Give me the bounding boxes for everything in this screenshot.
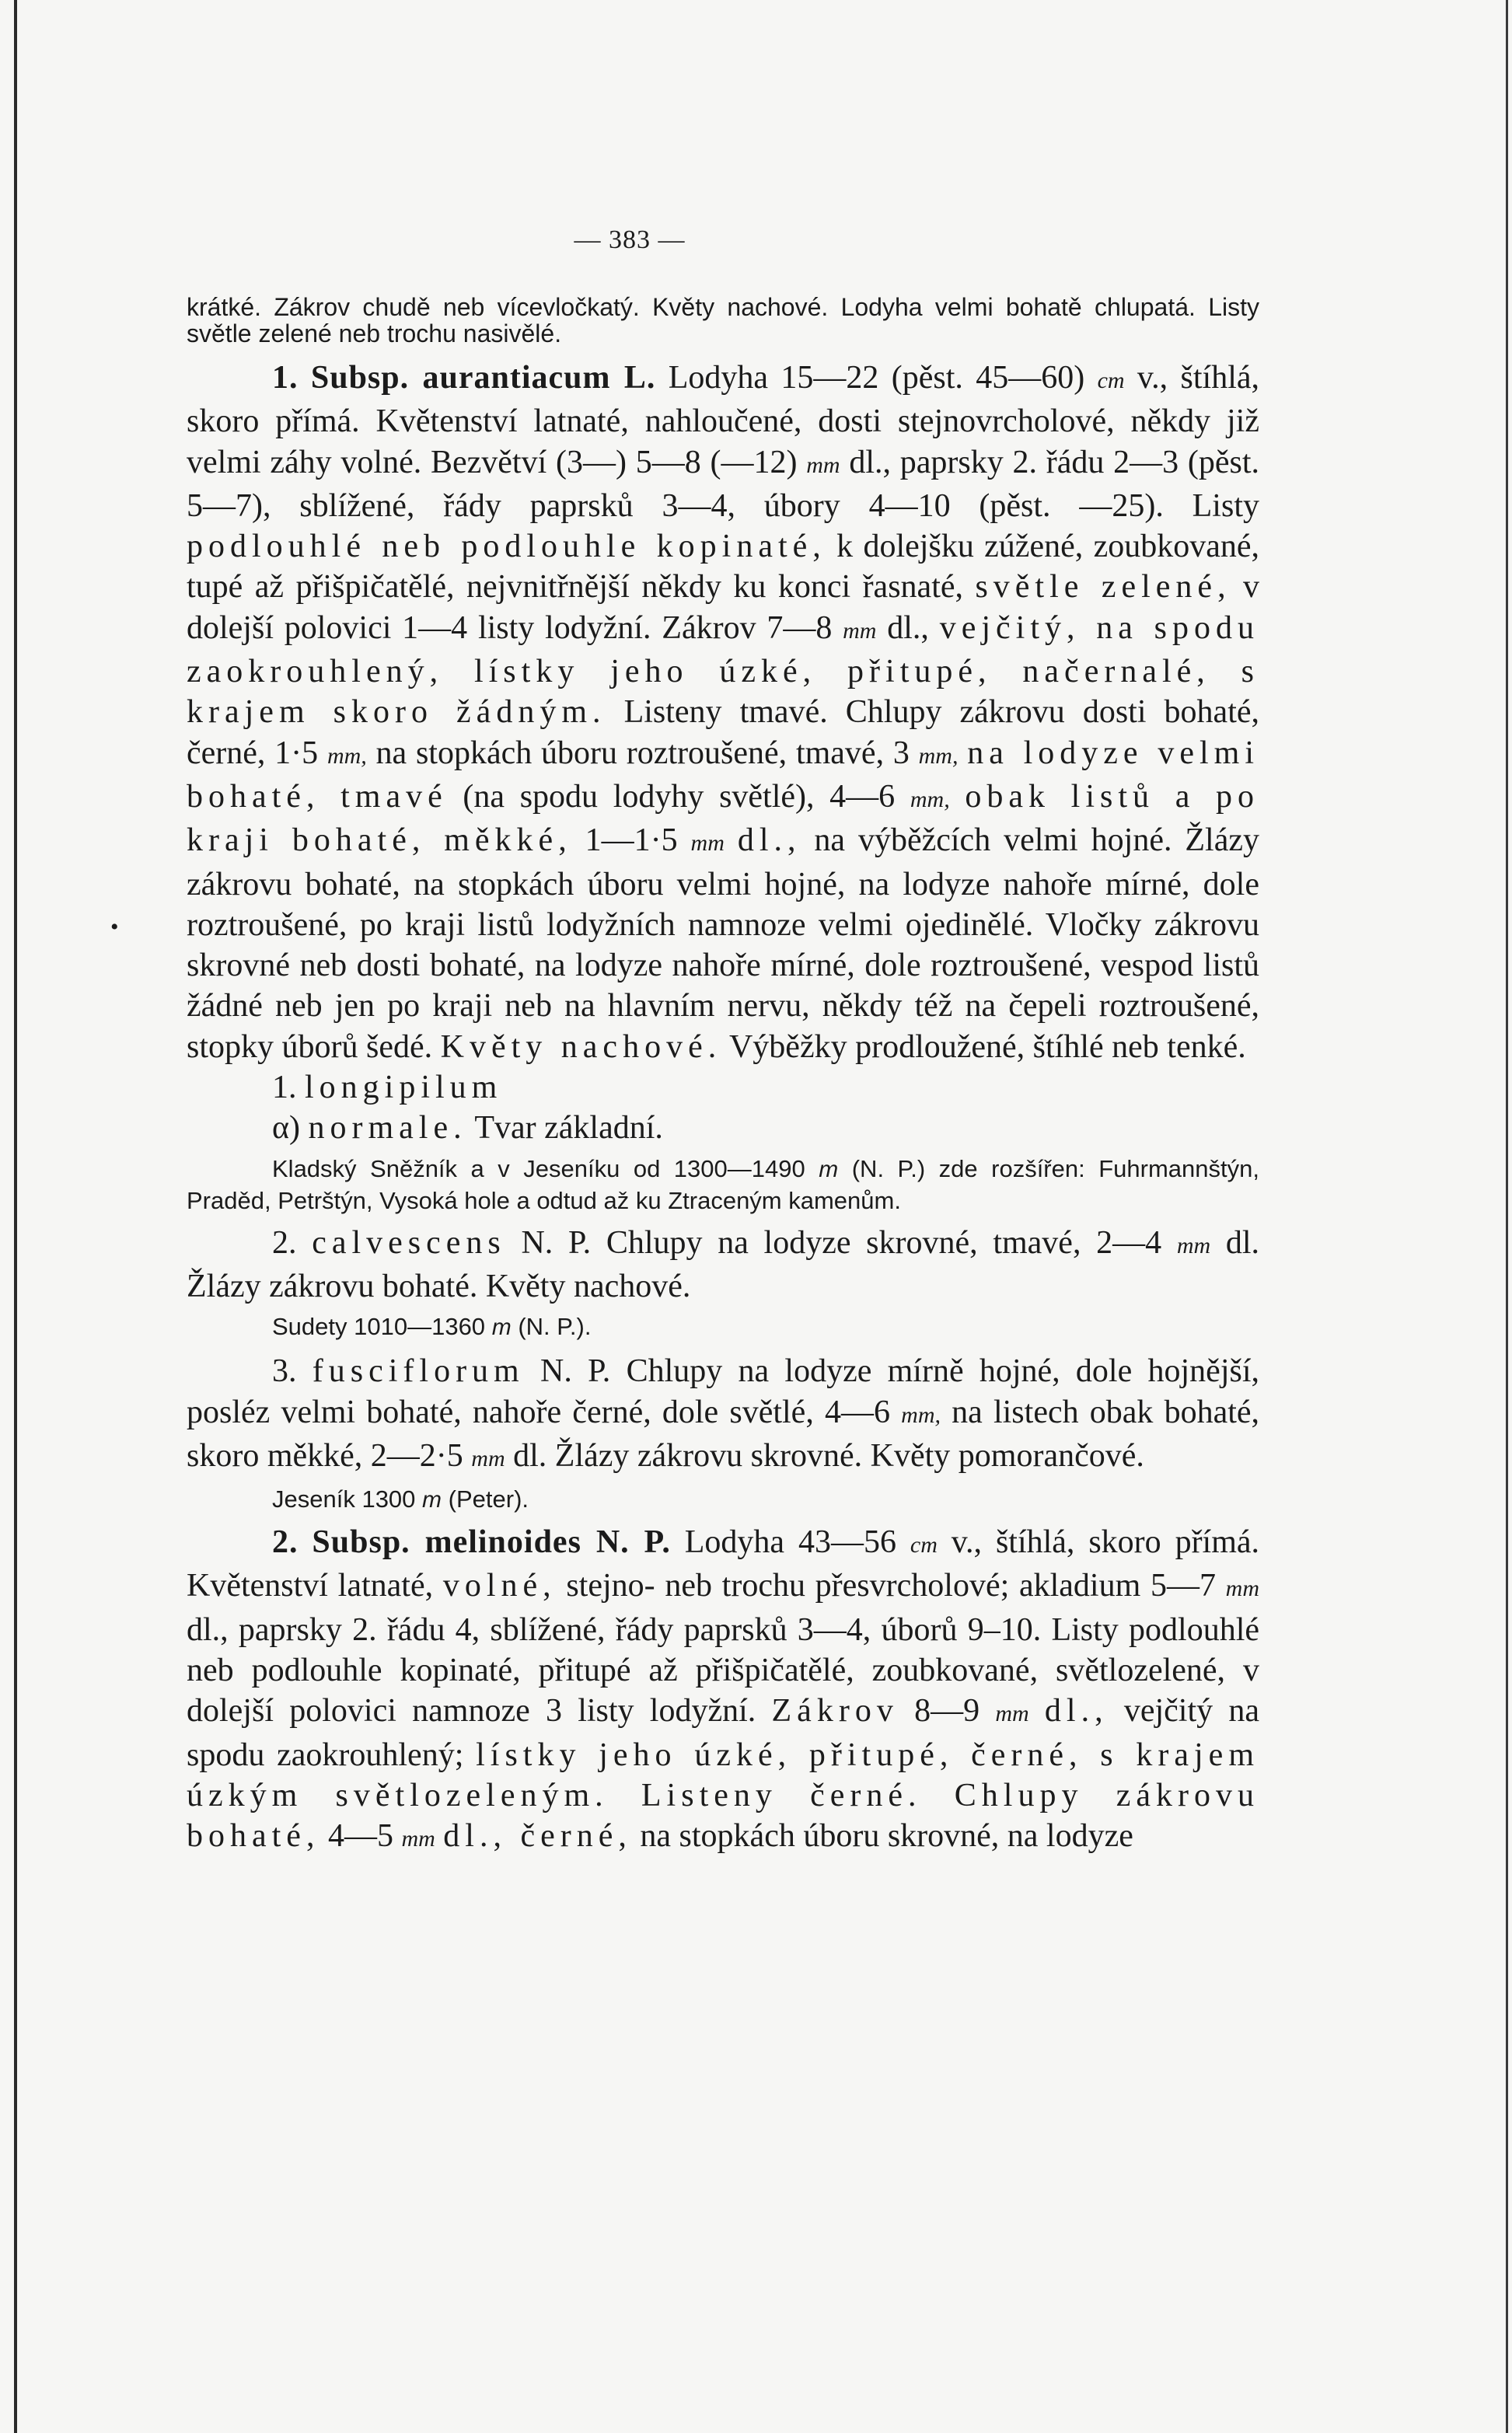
text-run: Chlupy na lodyze mírně hojné, dole hojnější, posléz velmi bohaté, nahoře černé, dole světlé, 4—6 [187,1353,1260,1430]
unit: cm [910,1532,938,1559]
text-run: 8—9 [914,1693,980,1730]
text-run: dl. Žlázy zákrovu bohaté. Květy nachové. [187,1224,1260,1304]
unit: mm [1176,1232,1211,1258]
text-run: 1—1·5 [585,822,678,859]
unit: m [422,1487,442,1513]
spaced-text: na lodyze velmi bohaté, tmavé [187,735,1259,815]
variety-name: calvescens [312,1224,506,1261]
variety-fusciflorum-paragraph [187,1351,1259,1479]
subsp-number: 2. [272,1524,299,1561]
text-run: dl., paprsky 2. řádu 2—3 (pěst. 5—7), sblížené, řády paprsků 3—4, úbory 4—10 (pěst. —25). Listy [187,444,1260,524]
spaced-text: dl., [737,822,801,859]
form-label: α) [272,1110,300,1147]
text-run: Lodyha 15—22 (pěst. 45—60) [668,360,1085,396]
variety-label: 3. [272,1353,297,1390]
text-run: vejčitý na spodu zaokrouhlený; [187,1693,1260,1773]
locality-calvescens [187,1311,1259,1343]
form-name: normale. [308,1110,467,1147]
locality-text: (Peter). [448,1485,529,1513]
text-run: Lodyha 43—56 [684,1524,896,1561]
text-run: na stopkách úboru skrovné, na lodyze [640,1818,1133,1855]
unit: mm, [910,786,950,812]
text-run: dl., [887,609,929,646]
spaced-text: dl., černé, [443,1818,632,1855]
locality-longipilum [187,1154,1259,1216]
text-run: v., štíhlá, skoro přímá. Květenství latnaté, [187,1524,1260,1604]
text-run: Výběžky prodloužené, štíhlé neb tenké. [728,1028,1246,1065]
locality-text: (N. P.). [518,1313,592,1341]
spaced-text: podlouhlé neb podlouhle kopinaté, [187,529,826,565]
form-normale-line [187,1108,1259,1148]
variety-label: 1. [272,1070,297,1106]
variety-name: fusciflorum [312,1353,525,1390]
text-run: v., štíhlá, skoro přímá. Květenství latnaté, nahloučené, dosti stejnovrcholové, někdy již velmi záhy volné. Bezvětví (3—) 5—8 (—12) [187,360,1260,480]
text-run: na stopkách úboru roztroušené, tmavé, 3 [375,735,910,771]
spaced-text: lístky jeho úzké, přitupé, černé, s krajem úzkým světlozeleným. Listeny černé. Chlupy zákrovu bohaté, [187,1737,1259,1855]
variety-label: 2. [272,1224,297,1261]
locality-fusciflorum [187,1484,1259,1516]
intro-paragraph: krátké. Zákrov chudě neb vícevločkatý. Květy nachové. Lodyha velmi bohatě chlupatá. Listy světle zelené neb trochu nasivělé. [187,293,1259,347]
author: N. P. [521,1224,592,1261]
spaced-text: dl., [1044,1693,1109,1730]
unit: m [819,1156,839,1182]
subsp-aurantiacum-paragraph [187,358,1259,1067]
locality-text: Kladský Sněžník a v Jeseníku od 1300—1490 [272,1154,805,1182]
unit: cm [1097,368,1125,393]
subsp-name: Subsp. melinoides N. P. [312,1524,671,1561]
spaced-text: Květy nachové. [440,1028,722,1065]
spaced-text: vejčitý, na spodu zaokrouhlený, lístky jeho úzké, přitupé, načernalé, s krajem skoro žádným. [187,609,1260,731]
subsp-number: 1. [272,360,299,396]
text-run: stejno- neb trochu přesvrcholové; akladium 5—7 [566,1568,1216,1604]
spaced-text: obak listů a po kraji bohaté, měkké, [187,778,1260,859]
unit: mm [690,830,725,857]
subsp-name: Subsp. aurantiacum L. [310,360,656,396]
spaced-text: volné, [442,1568,557,1604]
subsp-melinoides-paragraph [187,1522,1259,1859]
locality-text: Sudety 1010—1360 [272,1313,486,1341]
text-run: dl. Žlázy zákrovu skrovné. Květy pomorančové. [513,1437,1144,1474]
unit: mm [843,617,877,644]
text-run: Tvar základní. [474,1110,663,1147]
text-run: v dolejší polovici 1—4 listy lodyžní. Zákrov 7—8 [187,569,1260,646]
author: N. P. [540,1353,611,1390]
unit: mm, [326,742,367,769]
page-body [187,294,1259,1860]
text-run: (na spodu lodyhy světlé), 4—6 [463,778,896,815]
unit: mm [806,452,840,478]
spaced-text: Zákrov [771,1693,899,1730]
unit: mm, [918,742,959,769]
unit: mm [401,1826,435,1852]
unit: m [491,1314,512,1341]
text-run: Listeny tmavé. Chlupy zákrovu dosti bohaté, černé, 1·5 [187,694,1260,771]
unit: mm, [901,1402,941,1428]
text-run: 4—5 [327,1818,393,1855]
unit: mm [995,1701,1029,1727]
locality-text: (N. P.) zde rozšířen: Fuhrmannštýn, Praděd, Petrštýn, Vysoká hole a odtud až ku Ztraceným kamenům. [187,1154,1259,1214]
unit: mm [1225,1576,1260,1602]
text-run: Chlupy na lodyze skrovné, tmavé, 2—4 [606,1224,1162,1261]
margin-mark: • [110,914,119,940]
text-run: na listech obak bohaté, skoro měkké, 2—2·5 [187,1394,1260,1474]
variety-longipilum-heading [187,1067,1259,1108]
text-run: na výběžcích velmi hojné. Žlázy zákrovu bohaté, na stopkách úboru velmi hojné, na lodyze nahoře mírné, dole roztroušené, po kraji listů lodyžních namnoze velmi ojedinělé. Vločky zákrovu skrovné neb dosti bohaté, na lodyze nahoře mírné, dole roztroušené, vespod listů žádné neb jen po kraji neb na hlavním nervu, někdy též na čepeli roztroušené, stopky úborů šedé. [187,822,1260,1065]
spaced-text: světle zelené, [975,569,1231,606]
unit: mm [471,1445,505,1471]
page-number: — 383 — [574,225,686,254]
variety-calvescens-paragraph [187,1223,1259,1307]
text-run: dl., paprsky 2. řádu 4, sblížené, řády paprsků 3—4, úborů 9–10. Listy podlouhlé neb podlouhle kopinaté, přitupé až přišpičatělé, zoubkované, světlozelené, v dolejší polovici namnoze 3 listy lodyžní. [187,1611,1259,1730]
text-run: k dolejšku zúžené, zoubkované, tupé až přišpičatělé, nejvnitřnější někdy ku konci řasnaté, [187,529,1260,606]
locality-text: Jeseník 1300 [272,1485,416,1513]
variety-name: longipilum [305,1070,503,1106]
